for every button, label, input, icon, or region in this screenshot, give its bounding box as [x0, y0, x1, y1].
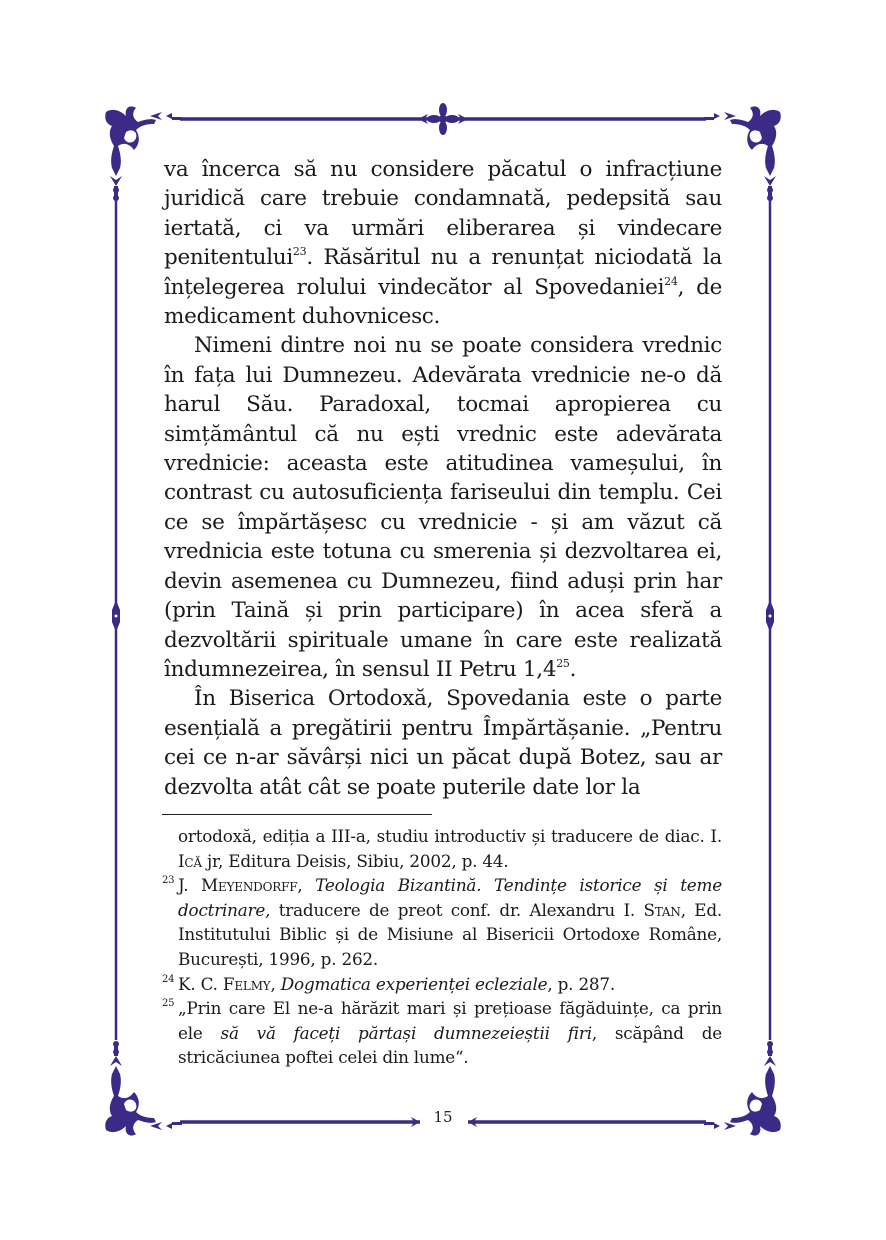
- footnote-title: Dogmatica experienței ecleziale: [280, 973, 548, 994]
- footnote-text: „Prin care El ne-a hărăzit mari și prețioase făgăduințe, ca prin ele: [178, 998, 722, 1043]
- footnote-author: Meyendorff: [201, 875, 298, 896]
- footnotes: [164, 824, 722, 1070]
- footnote-separator-text: ,: [297, 875, 316, 896]
- paragraph-text: , de medicament duhovnicesc.: [164, 274, 722, 330]
- footnote-ref-23[interactable]: 23: [292, 245, 307, 259]
- footnote-author: Felmy: [222, 973, 271, 994]
- footnote-separator-text: ,: [270, 973, 281, 994]
- footnote-ref-24[interactable]: 24: [664, 274, 678, 288]
- footnote-continued: [164, 824, 722, 873]
- footnote-ref-25[interactable]: 25: [556, 656, 570, 670]
- footnote-translator: Stan: [643, 899, 681, 920]
- page-content: [164, 155, 722, 1070]
- footnote-quote-italic: să vă faceți părtași dumnezeieștii firi: [220, 1022, 592, 1043]
- paragraph-text: .: [569, 656, 577, 682]
- page-number: 15: [433, 1108, 453, 1126]
- footnote-text: ortodoxă, ediția a III-a, studiu introductiv și traducere de diac. I.: [178, 825, 722, 846]
- footnote-text: traducere de preot conf. dr. Alexandru I.: [270, 899, 644, 920]
- footnote-author-initial: K. C.: [178, 973, 223, 994]
- footnote-number: 25: [162, 998, 175, 1010]
- footnote-author-initial: J.: [178, 875, 202, 896]
- footnote-24: [164, 972, 722, 997]
- footnote-23: [164, 873, 722, 971]
- paragraph-text: În Biserica Ortodoxă, Spovedania este o parte esențială a pregătirii pentru Împărtășanie. „Pentru cei ce n-ar săvârși nici un păcat după Botez, sau ar dezvolta atât cât se poate puterile date lor la: [164, 686, 722, 800]
- footnote-separator: [162, 814, 432, 815]
- footnote-author: Ică: [178, 850, 202, 871]
- footnote-25: [164, 996, 722, 1070]
- footnote-title: Teologia Bizantină. Tendințe istorice și teme doctrinare,: [178, 875, 722, 920]
- body-text: [164, 155, 722, 802]
- footnote-text: , Ed. Institutului Biblic și de Misiune al Bisericii Ortodoxe Române, București, 1996, p. 262.: [178, 899, 723, 969]
- paragraph-3: [164, 684, 722, 802]
- paragraph-text: va încerca să nu considere păcatul o infracțiune juridică care trebuie condamnată, pedepsită sau iertată, ci va urmări eliberarea și vindecare penitentului: [164, 157, 722, 271]
- footnote-text: jr, Editura Deisis, Sibiu, 2002, p. 44.: [201, 850, 509, 871]
- footnote-text: , scăpând de stricăciunea poftei celei din lume“.: [178, 1022, 722, 1068]
- footnote-number: 24: [162, 973, 175, 985]
- footnote-text: , p. 287.: [547, 973, 616, 994]
- paragraph-text: Nimeni dintre noi nu se poate considera vrednic în fața lui Dumnezeu. Adevărata vrednicie ne-o dă harul Său. Paradoxal, tocmai apropierea cu simțământul că nu ești vrednic este adevărata vrednicie: aceasta este atitudinea vameșului, în contrast cu autosuficiența fariseului din templu. Cei ce se împărtășesc cu vrednicie - și am văzut că vrednicia este totuna cu smerenia și dezvoltarea ei, devin asemenea cu Dumnezeu, fiind aduși prin har (prin Taină și prin participare) în acea sferă a dezvoltării spirituale umane în care este realizată îndumnezeirea, în sensul II Petru 1,4: [164, 333, 722, 682]
- paragraph-2: [164, 331, 722, 684]
- paragraph-1: [164, 155, 722, 331]
- paragraph-text: . Răsăritul nu a renunțat niciodată la înțelegerea rolului vindecător al Spovedaniei: [164, 245, 722, 300]
- footnote-number: 23: [162, 875, 175, 887]
